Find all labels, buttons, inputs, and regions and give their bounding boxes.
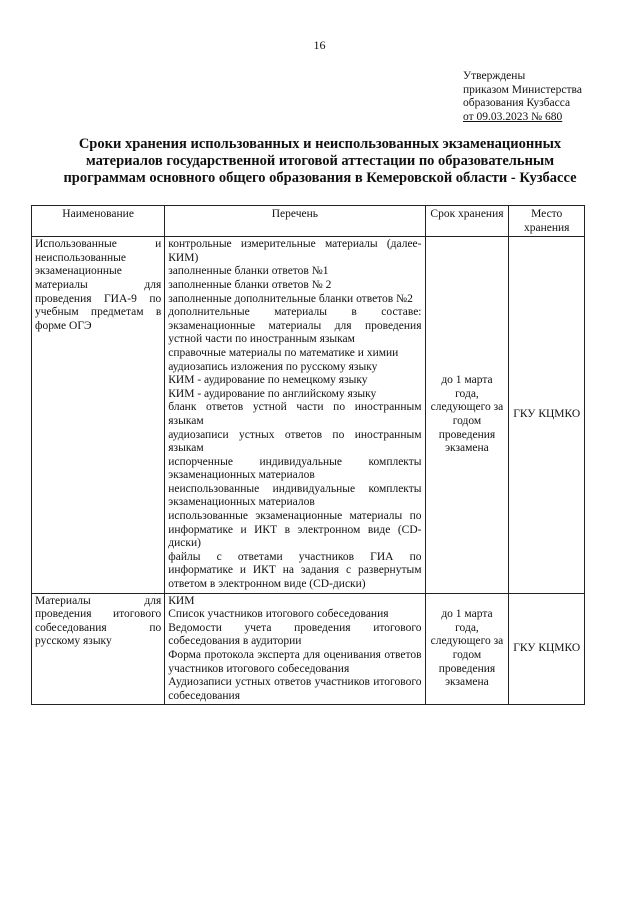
document-title	[30, 136, 610, 187]
approval-line-2: приказом Министерства	[463, 83, 582, 96]
list-item: использованные экзаменационные материалы по информатике и ИКТ в электронном виде (CD-диски)	[168, 510, 422, 550]
list-item: аудиозаписи устных ответов по иностранным языкам	[168, 428, 422, 455]
title-line-3: программам основного общего образования в Кемеровской области - Кузбассе	[63, 170, 577, 186]
list-item: заполненные бланки ответов №1	[168, 265, 329, 278]
row-name-cell: Использованные и неиспользованные экзаменационные материалы для проведения ГИА-9 по учебным предметам в форме ОГЭ	[32, 237, 165, 593]
table-header-row	[32, 206, 585, 237]
row-term-cell: до 1 марта года, следующего за годом проведения экзамена	[425, 237, 509, 593]
list-item: заполненные бланки ответов № 2	[168, 278, 332, 291]
list-item: КИМ - аудирование по английскому языку	[168, 387, 377, 400]
list-item: дополнительные материалы в составе: экзаменационные материалы для проведения устной части по иностранным языкам	[168, 306, 422, 346]
title-line-1: Сроки хранения использованных и неиспользованных экзаменационных	[78, 136, 562, 152]
list-item: КИМ - аудирование по немецкому языку	[168, 374, 368, 387]
list-item: КИМ	[168, 594, 195, 607]
approval-stamp	[463, 70, 582, 124]
list-item: справочные материалы по математике и химии	[168, 346, 399, 359]
list-item: файлы с ответами участников ГИА по информатике и ИКТ на задания с развернутым ответом в электронном виде (CD-диски)	[168, 550, 422, 591]
approval-order-number: от 09.03.2023 № 680	[463, 110, 563, 123]
list-item: неиспользованные индивидуальные комплекты экзаменационных материалов	[168, 482, 422, 509]
list-item: бланк ответов устной части по иностранным языкам	[168, 401, 422, 427]
list-item: аудиозапись изложения по русскому языку	[168, 360, 378, 373]
list-item: Список участников итогового собеседования	[168, 608, 389, 621]
title-line-2: материалов государственной итоговой аттестации по образовательным	[85, 153, 555, 169]
header-place: Место хранения	[509, 206, 585, 237]
list-item: заполненные дополнительные бланки ответов №2	[168, 292, 413, 305]
list-item: Аудиозаписи устных ответов участников итогового собеседования	[168, 676, 422, 702]
row-term-cell: до 1 марта года, следующего за годом проведения экзамена	[425, 593, 509, 705]
list-item: контрольные измерительные материалы (далее-КИМ)	[168, 238, 422, 264]
row-list-cell	[165, 593, 425, 705]
approval-line-3: образования Кузбасса	[463, 97, 571, 109]
row-list-cell	[165, 237, 425, 593]
approval-line-1: Утверждены	[463, 70, 526, 82]
table-row	[32, 593, 585, 705]
row-place-cell: ГКУ КЦМКО	[509, 593, 585, 705]
table-row	[32, 237, 585, 593]
row-name-cell: Материалы для проведения итогового собеседования по русскому языку	[32, 593, 165, 705]
list-item: Форма протокола эксперта для оценивания ответов участников итогового собеседования	[168, 649, 422, 675]
header-term: Срок хранения	[425, 206, 509, 237]
page-number: 16	[313, 38, 326, 52]
row-place-cell: ГКУ КЦМКО	[509, 237, 585, 593]
header-name: Наименование	[32, 206, 165, 237]
retention-table	[31, 205, 585, 705]
list-item: испорченные индивидуальные комплекты экзаменационных материалов	[168, 455, 422, 482]
list-item: Ведомости учета проведения итогового собеседования в аудитории	[168, 621, 422, 648]
header-list: Перечень	[165, 206, 425, 237]
